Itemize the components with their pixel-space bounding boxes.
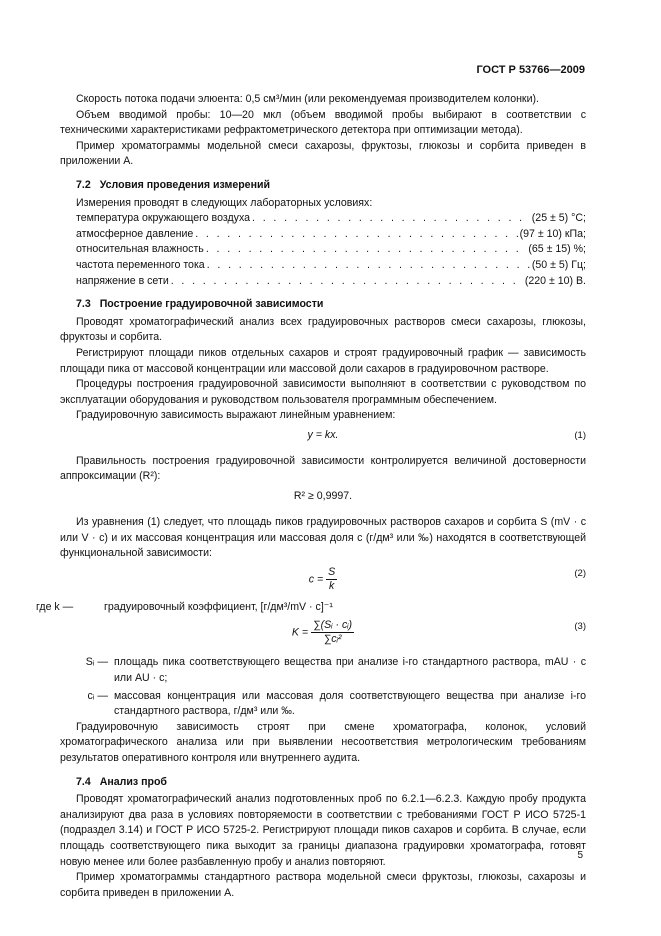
legend-item: cᵢ — массовая концентрация или массовая доля соответствующего вещества при анализе i-го стандартного раствора, г/дм³ или ‰.: [87, 689, 586, 718]
leader-dots: [252, 211, 530, 227]
equation-number: (3): [574, 621, 586, 633]
where-k-line: где k — градуировочный коэффициент, [г/дм³/mV · c]⁻¹: [36, 600, 333, 613]
condition-label: относительная влажность: [76, 243, 204, 256]
section-title: Условия проведения измерений: [99, 178, 270, 191]
section-title: Анализ проб: [99, 775, 167, 788]
paragraph: Градуировочную зависимость выражают линейным уравнением:: [76, 409, 396, 422]
condition-value: (25 ± 5) °C;: [531, 212, 586, 225]
leader-dots: [206, 242, 527, 258]
equation-formula: K = $\frac{\text{∑(Sᵢ · cᵢ)}}{\text{∑cᵢ²}}$: [291, 619, 353, 646]
condition-value: (50 ± 5) Гц;: [531, 258, 586, 271]
equation-number: (2): [574, 567, 586, 579]
condition-row: [60, 274, 586, 290]
paragraph: Объем вводимой пробы: 10—20 мкл (объем вводимой пробы выбирают в соответствии с техническими характеристиками рефрактометрического детектора при оптимизации метода).: [60, 108, 586, 137]
conditions-list: [60, 211, 586, 289]
condition-value: (220 ± 10) В.: [524, 274, 586, 287]
section-heading-7-4: [60, 775, 586, 791]
fraction: $\frac{\text{∑(Sᵢ · cᵢ)}}{\text{∑cᵢ²}}$: [313, 619, 353, 646]
leader-dots: [171, 274, 523, 290]
section-number: 7.2: [76, 178, 91, 191]
paragraph: Правильность построения градуировочной зависимости контролируется величиной достоверности аппроксимации (R²):: [60, 454, 586, 483]
equation-formula: c = $\frac{S}{k}$: [308, 565, 336, 592]
condition-row: [60, 258, 586, 274]
section-number: 7.3: [76, 298, 91, 311]
condition-label: температура окружающего воздуха: [76, 212, 251, 225]
paragraph: Измерения проводят в следующих лабораторных условиях:: [76, 196, 373, 209]
paragraph: Градуировочную зависимость строят при смене хроматографа, колонок, условий хроматографического анализа или при выявлении несоответствия метрологическим требованиям результатов оперативного контроля или внутреннего аудита.: [60, 720, 586, 764]
equation-r2: [60, 489, 586, 511]
fraction: $\frac{S}{k}$: [328, 565, 336, 592]
equation-3: [60, 619, 586, 651]
equation-formula: y = kx.: [307, 428, 339, 441]
paragraph: Процедуры построения градуировочной зависимости выполняют в соответствии с руководством по эксплуатации оборудования и руководством пользователя программным обеспечением.: [60, 378, 586, 406]
equation-number: (1): [574, 429, 586, 441]
condition-row: [60, 211, 586, 227]
paragraph: Регистрируют площади пиков отдельных сахаров и строят градуировочный график — зависимость площади пика от массовой концентрации или массовой доли сахаров в градуировочном растворе.: [60, 346, 586, 375]
condition-label: атмосферное давление: [76, 227, 194, 240]
section-heading-7-3: [60, 297, 586, 313]
document-code: ГОСТ Р 53766—2009: [476, 64, 585, 76]
legend-item: Sᵢ — площадь пика соответствующего вещества при анализе i-го стандартного раствора, mAU · c или AU · c;: [85, 656, 586, 685]
section-heading-7-2: [60, 178, 586, 194]
condition-value: (97 ± 10) кПа;: [519, 227, 586, 240]
paragraph: Из уравнения (1) следует, что площадь пиков градуировочных растворов сахаров и сорбита S (mV · c или V · c) и их массовая концентрация или массовая доля c (г/дм³ или ‰) находятся в соответствующей функциональной зависимости:: [60, 516, 586, 560]
paragraph: Проводят хроматографический анализ всех градуировочных растворов смеси сахарозы, глюкозы, фруктозы и сорбита.: [60, 315, 586, 344]
paragraph: Проводят хроматографический анализ подготовленных проб по 6.2.1—6.2.3. Каждую пробу продукта анализируют два раза в условиях повторяемости в соответствии с требованиями ГОСТ Р ИСО 5725-1 (подраздел 3.14) и ГОСТ Р ИСО 5725-2. Регистрируют площади пиков сахаров и сорбита. В случае, если площадь соответствующего пика выходит за границы диапазона градуировки хроматографа, готовят новую менее или более разбавленную пробу и анализ повторяют.: [60, 793, 586, 868]
condition-label: напряжение в сети: [76, 274, 169, 287]
condition-row: [60, 242, 586, 258]
leader-dots: [207, 258, 530, 274]
equation-1: [60, 428, 586, 450]
paragraph: Пример хроматограммы стандартного раствора модельной смеси фруктозы, глюкозы, сахарозы и сорбита приведен в приложении А.: [60, 871, 586, 899]
condition-label: частота переменного тока: [76, 258, 205, 271]
paragraph: Пример хроматограммы модельной смеси сахарозы, фруктозы, глюкозы и сорбита приведен в приложении А.: [60, 139, 586, 168]
page-content: [36, 92, 586, 901]
condition-value: (65 ± 15) %;: [528, 243, 586, 256]
equation-2: [60, 566, 586, 596]
paragraph: Скорость потока подачи элюента: 0,5 см³/мин (или рекомендуемая производителем колонки).: [76, 93, 539, 105]
condition-row: [60, 227, 586, 243]
page-number: 5: [577, 850, 583, 861]
section-title: Построение градуировочной зависимости: [99, 298, 324, 311]
equation-formula: R² ≥ 0,9997.: [293, 490, 353, 503]
leader-dots: [195, 227, 517, 243]
section-number: 7.4: [76, 775, 91, 788]
